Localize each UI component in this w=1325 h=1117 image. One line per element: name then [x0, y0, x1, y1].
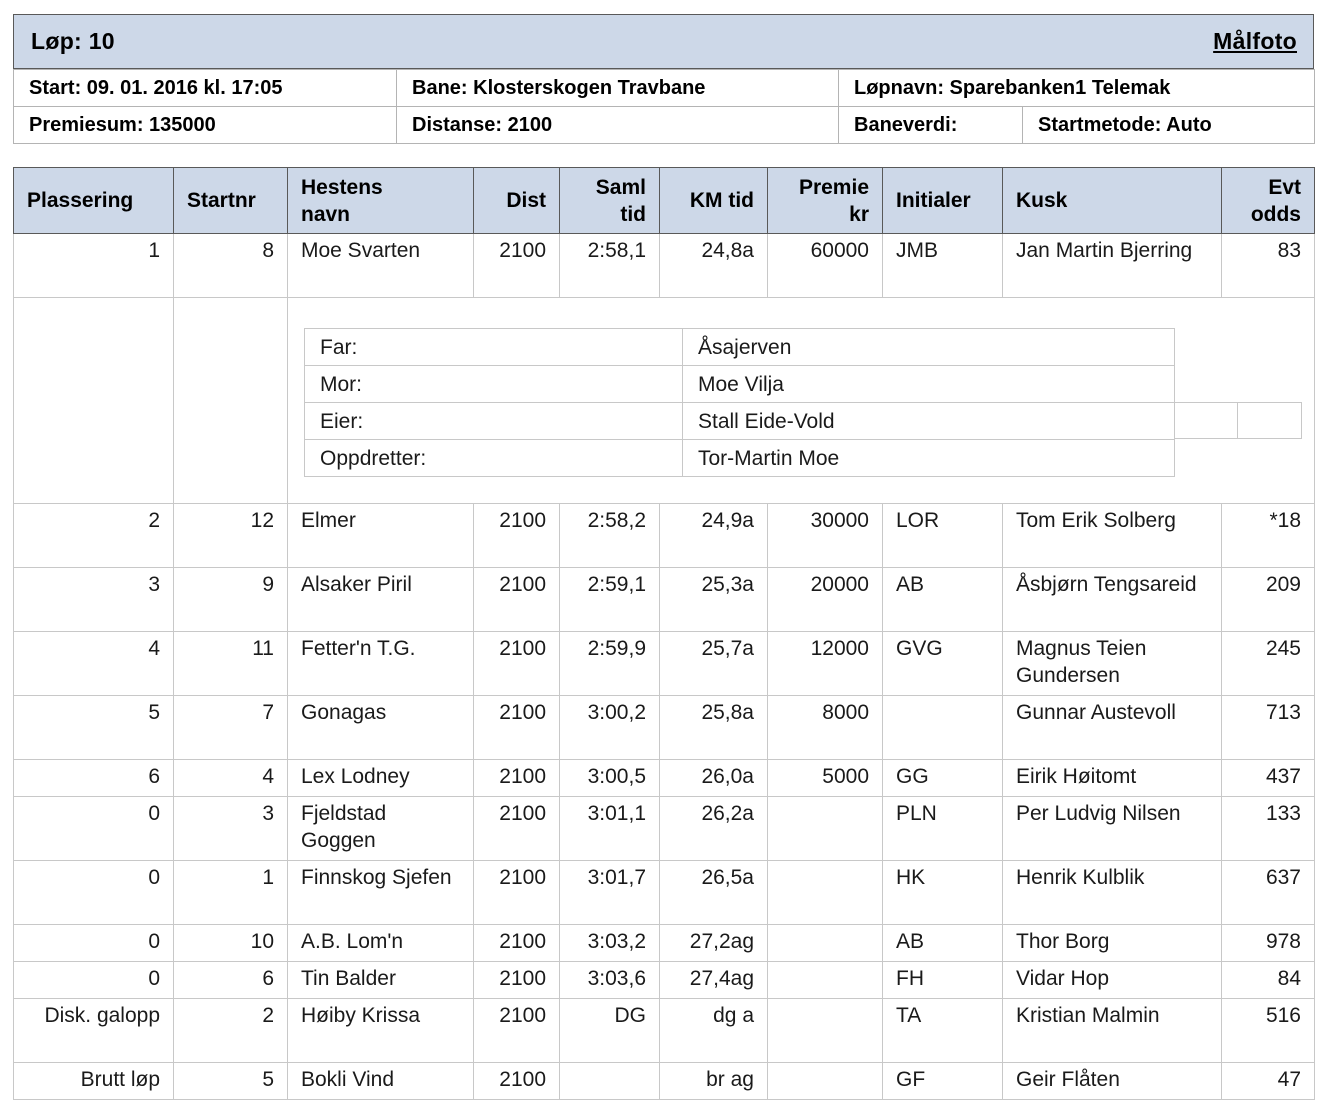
cell-initials: HK — [883, 861, 1003, 925]
cell-placing: 4 — [14, 632, 174, 696]
table-row — [14, 504, 1315, 568]
cell-total-time: 3:00,5 — [560, 760, 660, 797]
cell-startnr: 6 — [174, 962, 288, 999]
cell-total-time: 3:00,2 — [560, 696, 660, 760]
cell-initials: LOR — [883, 504, 1003, 568]
cell-initials: GVG — [883, 632, 1003, 696]
cell-dist: 2100 — [474, 1063, 560, 1100]
cell-dist: 2100 — [474, 861, 560, 925]
cell-placing: 0 — [14, 797, 174, 861]
cell-placing: Disk. galopp — [14, 999, 174, 1063]
cell-driver: Tom Erik Solberg — [1003, 504, 1222, 568]
cell-prize: 30000 — [768, 504, 883, 568]
cell-horse-name: Lex Lodney — [288, 760, 474, 797]
cell-startnr: 1 — [174, 861, 288, 925]
cell-placing: 2 — [14, 504, 174, 568]
cell-horse-name: Finnskog Sjefen — [288, 861, 474, 925]
table-row — [14, 568, 1315, 632]
table-row — [14, 760, 1315, 797]
pedigree-spacer — [14, 298, 174, 504]
cell-dist: 2100 — [474, 925, 560, 962]
cell-initials: FH — [883, 962, 1003, 999]
cell-km-time: 24,9a — [660, 504, 768, 568]
header-horse-name[interactable]: Hestens navn — [288, 168, 474, 234]
cell-total-time: 2:58,1 — [560, 234, 660, 298]
pedigree-label: Oppdretter: — [305, 440, 683, 477]
cell-total-time: 3:01,1 — [560, 797, 660, 861]
cell-horse-name: Gonagas — [288, 696, 474, 760]
cell-dist: 2100 — [474, 962, 560, 999]
cell-driver: Magnus Teien Gundersen — [1003, 632, 1222, 696]
pedigree-spacer — [174, 298, 288, 504]
race-title-bar — [13, 14, 1314, 69]
cell-horse-name: A.B. Lom'n — [288, 925, 474, 962]
cell-horse-name: Elmer — [288, 504, 474, 568]
table-row — [14, 925, 1315, 962]
cell-km-time: 25,7a — [660, 632, 768, 696]
cell-horse-name: Tin Balder — [288, 962, 474, 999]
cell-km-time: 26,0a — [660, 760, 768, 797]
header-initials[interactable]: Initialer — [883, 168, 1003, 234]
cell-startnr: 8 — [174, 234, 288, 298]
table-row — [14, 962, 1315, 999]
cell-dist: 2100 — [474, 568, 560, 632]
cell-odds: 978 — [1222, 925, 1315, 962]
cell-startnr: 10 — [174, 925, 288, 962]
cell-prize: 8000 — [768, 696, 883, 760]
cell-total-time: 2:59,9 — [560, 632, 660, 696]
cell-odds: 84 — [1222, 962, 1315, 999]
cell-km-time: 25,3a — [660, 568, 768, 632]
cell-driver: Kristian Malmin — [1003, 999, 1222, 1063]
cell-startnr: 4 — [174, 760, 288, 797]
track-value-info: Baneverdi: — [839, 107, 1023, 144]
pedigree-item — [305, 329, 1175, 366]
cell-odds: *18 — [1222, 504, 1315, 568]
cell-prize: 60000 — [768, 234, 883, 298]
cell-prize — [768, 962, 883, 999]
table-row — [14, 234, 1315, 298]
race-name-info: Løpnavn: Sparebanken1 Telemak — [839, 70, 1315, 107]
start-info: Start: 09. 01. 2016 kl. 17:05 — [14, 70, 397, 107]
header-placing[interactable]: Plassering — [14, 168, 174, 234]
cell-horse-name: Bokli Vind — [288, 1063, 474, 1100]
cell-driver: Thor Borg — [1003, 925, 1222, 962]
table-row — [14, 632, 1315, 696]
header-odds[interactable]: Evt odds — [1222, 168, 1315, 234]
pedigree-table — [304, 328, 1175, 477]
pedigree-item — [305, 403, 1175, 440]
distance-info: Distanse: 2100 — [397, 107, 839, 144]
header-prize[interactable]: Premie kr — [768, 168, 883, 234]
cell-dist: 2100 — [474, 234, 560, 298]
cell-driver: Vidar Hop — [1003, 962, 1222, 999]
cell-prize — [768, 861, 883, 925]
cell-initials: TA — [883, 999, 1003, 1063]
cell-initials: GG — [883, 760, 1003, 797]
cell-driver: Per Ludvig Nilsen — [1003, 797, 1222, 861]
cell-initials: GF — [883, 1063, 1003, 1100]
cell-km-time: 25,8a — [660, 696, 768, 760]
header-total-time[interactable]: Saml tid — [560, 168, 660, 234]
cell-prize: 5000 — [768, 760, 883, 797]
pedigree-value: Åsajerven — [683, 329, 1175, 366]
cell-km-time: br ag — [660, 1063, 768, 1100]
header-dist[interactable]: Dist — [474, 168, 560, 234]
cell-km-time: 26,2a — [660, 797, 768, 861]
table-row — [14, 1063, 1315, 1100]
cell-driver: Geir Flåten — [1003, 1063, 1222, 1100]
cell-odds: 713 — [1222, 696, 1315, 760]
cell-km-time: dg a — [660, 999, 768, 1063]
pedigree-label: Eier: — [305, 403, 683, 440]
table-row — [14, 999, 1315, 1063]
pedigree-extra-cells — [1174, 402, 1302, 439]
cell-placing: 5 — [14, 696, 174, 760]
pedigree-container — [288, 298, 1315, 504]
cell-total-time — [560, 1063, 660, 1100]
cell-dist: 2100 — [474, 999, 560, 1063]
cell-prize: 12000 — [768, 632, 883, 696]
pedigree-row — [14, 298, 1315, 504]
cell-placing: 6 — [14, 760, 174, 797]
cell-odds: 516 — [1222, 999, 1315, 1063]
cell-initials: AB — [883, 568, 1003, 632]
cell-total-time: 2:59,1 — [560, 568, 660, 632]
header-km-time[interactable]: KM tid — [660, 168, 768, 234]
cell-initials: PLN — [883, 797, 1003, 861]
track-info: Bane: Klosterskogen Travbane — [397, 70, 839, 107]
cell-total-time: 3:03,2 — [560, 925, 660, 962]
race-info-table — [13, 69, 1315, 144]
cell-startnr: 11 — [174, 632, 288, 696]
cell-horse-name: Moe Svarten — [288, 234, 474, 298]
cell-horse-name: Fjeldstad Goggen — [288, 797, 474, 861]
cell-total-time: 3:01,7 — [560, 861, 660, 925]
cell-driver: Åsbjørn Tengsareid — [1003, 568, 1222, 632]
cell-km-time: 27,2ag — [660, 925, 768, 962]
pedigree-item — [305, 440, 1175, 477]
cell-driver: Jan Martin Bjerring — [1003, 234, 1222, 298]
cell-placing: 0 — [14, 962, 174, 999]
cell-startnr: 2 — [174, 999, 288, 1063]
cell-km-time: 24,8a — [660, 234, 768, 298]
header-startnr[interactable]: Startnr — [174, 168, 288, 234]
cell-odds: 209 — [1222, 568, 1315, 632]
cell-dist: 2100 — [474, 504, 560, 568]
cell-prize — [768, 1063, 883, 1100]
cell-odds: 133 — [1222, 797, 1315, 861]
photo-finish-link[interactable]: Målfoto — [1213, 28, 1297, 54]
cell-odds: 245 — [1222, 632, 1315, 696]
cell-odds: 437 — [1222, 760, 1315, 797]
cell-startnr: 5 — [174, 1063, 288, 1100]
pedigree-value: Tor-Martin Moe — [683, 440, 1175, 477]
cell-placing: Brutt løp — [14, 1063, 174, 1100]
pedigree-label: Far: — [305, 329, 683, 366]
cell-startnr: 7 — [174, 696, 288, 760]
pedigree-item — [305, 366, 1175, 403]
cell-driver: Gunnar Austevoll — [1003, 696, 1222, 760]
cell-prize — [768, 925, 883, 962]
race-number: Løp: 10 — [31, 28, 115, 54]
cell-driver: Eirik Høitomt — [1003, 760, 1222, 797]
cell-prize — [768, 999, 883, 1063]
header-driver[interactable]: Kusk — [1003, 168, 1222, 234]
prize-sum-info: Premiesum: 135000 — [14, 107, 397, 144]
table-row — [14, 797, 1315, 861]
pedigree-value: Stall Eide-Vold — [683, 403, 1175, 440]
results-table — [13, 167, 1315, 1100]
cell-total-time: 3:03,6 — [560, 962, 660, 999]
cell-driver: Henrik Kulblik — [1003, 861, 1222, 925]
cell-total-time: DG — [560, 999, 660, 1063]
cell-odds: 637 — [1222, 861, 1315, 925]
pedigree-label: Mor: — [305, 366, 683, 403]
cell-odds: 47 — [1222, 1063, 1315, 1100]
cell-dist: 2100 — [474, 696, 560, 760]
cell-odds: 83 — [1222, 234, 1315, 298]
cell-horse-name: Alsaker Piril — [288, 568, 474, 632]
cell-placing: 0 — [14, 861, 174, 925]
cell-initials — [883, 696, 1003, 760]
cell-placing: 3 — [14, 568, 174, 632]
table-row — [14, 696, 1315, 760]
cell-dist: 2100 — [474, 797, 560, 861]
cell-horse-name: Fetter'n T.G. — [288, 632, 474, 696]
cell-placing: 1 — [14, 234, 174, 298]
cell-prize — [768, 797, 883, 861]
cell-total-time: 2:58,2 — [560, 504, 660, 568]
table-row — [14, 861, 1315, 925]
cell-prize: 20000 — [768, 568, 883, 632]
cell-km-time: 26,5a — [660, 861, 768, 925]
cell-placing: 0 — [14, 925, 174, 962]
pedigree-value: Moe Vilja — [683, 366, 1175, 403]
cell-startnr: 12 — [174, 504, 288, 568]
start-method-info: Startmetode: Auto — [1023, 107, 1315, 144]
cell-initials: AB — [883, 925, 1003, 962]
cell-dist: 2100 — [474, 760, 560, 797]
results-header-row — [14, 168, 1315, 234]
cell-initials: JMB — [883, 234, 1003, 298]
cell-horse-name: Høiby Krissa — [288, 999, 474, 1063]
cell-km-time: 27,4ag — [660, 962, 768, 999]
cell-startnr: 9 — [174, 568, 288, 632]
cell-dist: 2100 — [474, 632, 560, 696]
cell-startnr: 3 — [174, 797, 288, 861]
